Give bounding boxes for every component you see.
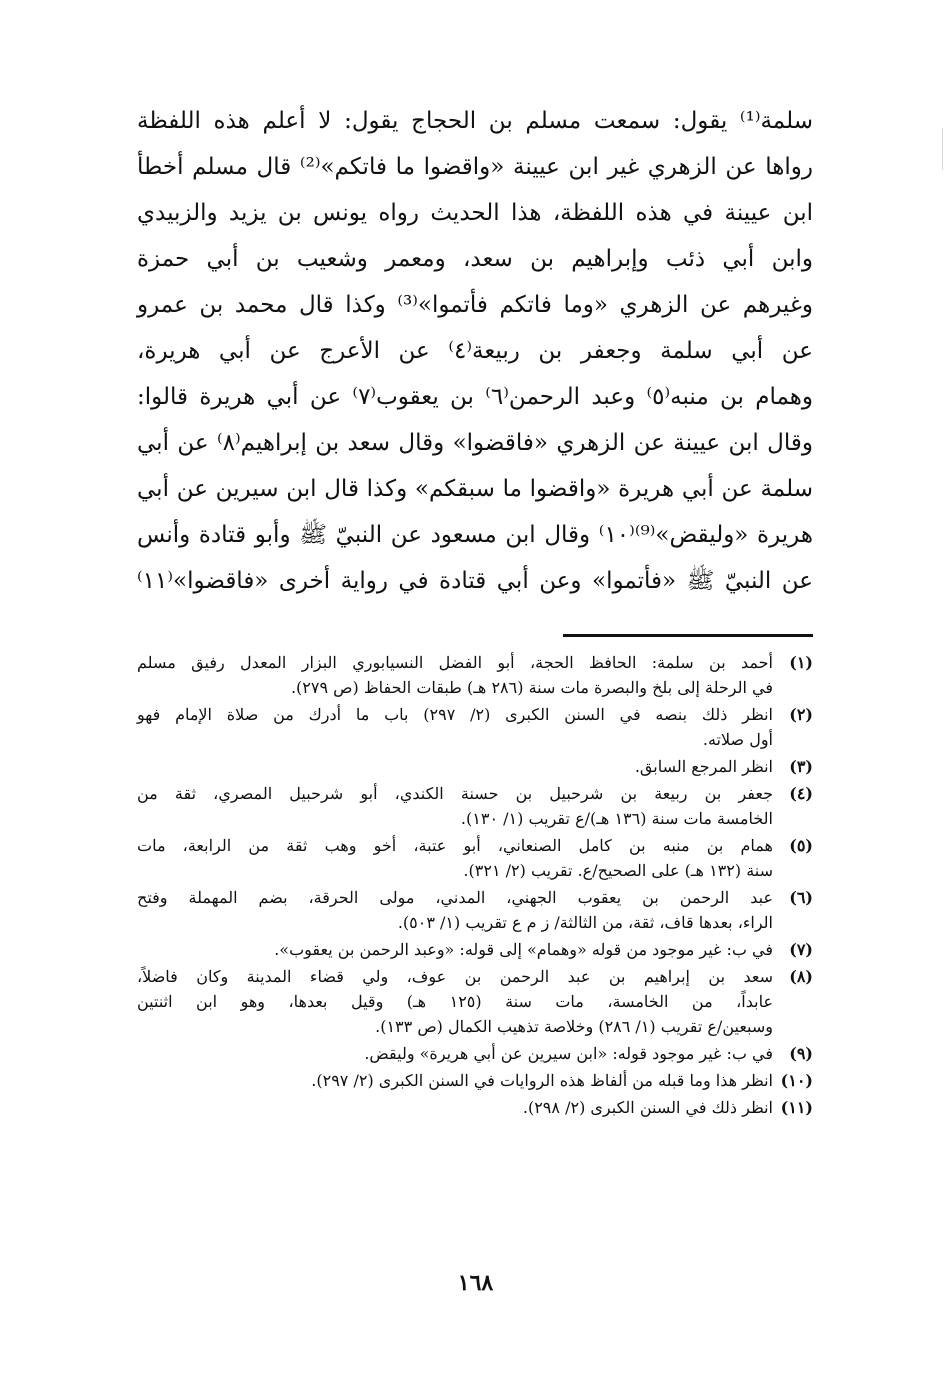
footnote-number: (٧)	[789, 940, 813, 959]
footnote-line: الخامسة مات سنة (١٣٦ هـ)/ع تقريب (١/ ١٣٠).	[460, 809, 773, 828]
footnote-number: (١٠)	[780, 1071, 813, 1090]
footnote-5	[137, 833, 813, 883]
footnote-divider	[563, 634, 813, 637]
footnote-number: (٥)	[789, 836, 813, 855]
footnote-line: جعفر بن ربيعة بن شرحبيل بن حسنة الكندي، أبو شرحبيل المصري، ثقة من	[137, 784, 773, 803]
footnote-line: همام بن منبه بن كامل الصنعاني، أبو عتبة، أخو وهب ثقة من الرابعة، مات	[137, 836, 773, 855]
footnote-number: (٢)	[789, 705, 813, 724]
footnote-9	[137, 1041, 813, 1066]
footnote-line: في الرحلة إلى بلخ والبصرة مات سنة (٢٨٦ هـ) طبقات الحفاظ (ص ٢٧٩).	[290, 678, 773, 697]
footnote-line: انظر المرجع السابق.	[634, 757, 773, 776]
main-text-line: عن أبي سلمة وجعفر بن ربيعة⁽٤⁾ عن الأعرج عن أبي هريرة،	[137, 338, 813, 364]
footnote-number: (١١)	[780, 1098, 813, 1117]
main-text-line: وابن أبي ذئب وإبراهيم بن سعد، ومعمر وشعيب بن أبي حمزة	[137, 246, 813, 272]
footnote-number: (٣)	[789, 757, 813, 776]
footnote-line: عبد الرحمن بن يعقوب الجهني، المدني، مولى الحرقة، بضم المهملة وفتح	[137, 888, 773, 907]
footnote-line: سعد بن إبراهيم بن عبد الرحمن بن عوف، ولي قضاء المدينة وكان فاضلاً،	[137, 967, 773, 986]
footnote-number: (١)	[789, 653, 813, 672]
footnote-3	[137, 754, 813, 779]
footnote-line: أحمد بن سلمة: الحافظ الحجة، أبو الفضل النسيابوري البزار المعدل رفيق مسلم	[137, 653, 773, 672]
footnote-6	[137, 885, 813, 935]
footnote-line: انظر هذا وما قبله من ألفاظ هذه الروايات في السنن الكبرى (٢/ ٢٩٧).	[311, 1071, 773, 1090]
main-text-line: سلمة⁽¹⁾ يقول: سمعت مسلم بن الحجاج يقول: لا أعلم هذه اللفظة	[137, 108, 813, 134]
main-text-line: وهمام بن منبه⁽٥⁾ وعبد الرحمن⁽٦⁾ بن يعقوب⁽٧⁾ عن أبي هريرة قالوا:	[137, 384, 813, 410]
footnote-number: (٦)	[789, 888, 813, 907]
main-text-line: وغيرهم عن الزهري «وما فاتكم فأتموا»⁽³⁾ وكذا قال محمد بن عمرو	[137, 292, 814, 318]
footnote-line: أول صلاته.	[702, 730, 773, 749]
main-text-line: وقال ابن عيينة عن الزهري «فاقضوا» وقال سعد بن إبراهيم⁽٨⁾ عن أبي	[137, 430, 813, 456]
footnote-line: في ب: غير موجود قوله: «ابن سيرين عن أبي هريرة» وليقض.	[364, 1044, 773, 1063]
footnote-4	[137, 781, 813, 831]
main-text-line: سلمة عن أبي هريرة «واقضوا ما سبقكم» وكذا قال ابن سيرين عن أبي	[137, 476, 813, 502]
footnote-8	[137, 964, 813, 1039]
main-text-block	[137, 98, 813, 604]
scan-edge-mark	[942, 128, 943, 170]
main-text-line: رواها عن الزهري غير ابن عيينة «واقضوا ما فاتكم»⁽²⁾ قال مسلم أخطأ	[137, 154, 813, 180]
footnote-10	[137, 1068, 813, 1093]
footnote-line: سنة (١٣٢ هـ) على الصحيح/ع. تقريب (٢/ ٣٢١).	[463, 861, 773, 880]
footnote-line: الراء، بعدها قاف، ثقة، من الثالثة/ ز م ع تقريب (١/ ٥٠٣).	[397, 913, 773, 932]
footnote-number: (٨)	[789, 967, 813, 986]
main-text-line: عن النبيّ ﷺ «فأتموا» وعن أبي قتادة في رواية أخرى «فاقضوا»⁽١١⁾	[137, 568, 813, 594]
footnote-1	[137, 650, 813, 700]
footnotes-section	[137, 650, 813, 1122]
main-text-line: هريرة «وليقض»⁽⁹⁾⁽١٠⁾ وقال ابن مسعود عن النبيّ ﷺ وأبو قتادة وأنس	[137, 522, 813, 548]
main-text-line: ابن عيينة في هذه اللفظة، هذا الحديث رواه يونس بن يزيد والزبيدي	[137, 200, 813, 226]
footnote-line: في ب: غير موجود من قوله «وهمام» إلى قوله: «وعبد الرحمن بن يعقوب».	[274, 940, 773, 959]
footnote-number: (٤)	[789, 784, 813, 803]
page-number: ١٦٨	[457, 1270, 494, 1296]
footnote-7	[137, 937, 813, 962]
footnote-line: انظر ذلك بنصه في السنن الكبرى (٢/ ٢٩٧) باب ما أدرك من صلاة الإمام فهو	[137, 705, 774, 724]
footnote-line: وسبعين/ع تقريب (١/ ٢٨٦) وخلاصة تذهيب الكمال (ص ١٣٣).	[375, 1017, 773, 1036]
footnote-2	[137, 702, 813, 752]
footnote-number: (٩)	[789, 1044, 813, 1063]
footnote-11	[137, 1095, 813, 1120]
footnote-line: عابداً، من الخامسة، مات سنة (١٢٥ هـ) وقيل بعدها، وهو ابن اثنتين	[137, 992, 773, 1011]
footnote-line: انظر ذلك في السنن الكبرى (٢/ ٢٩٨).	[522, 1098, 773, 1117]
